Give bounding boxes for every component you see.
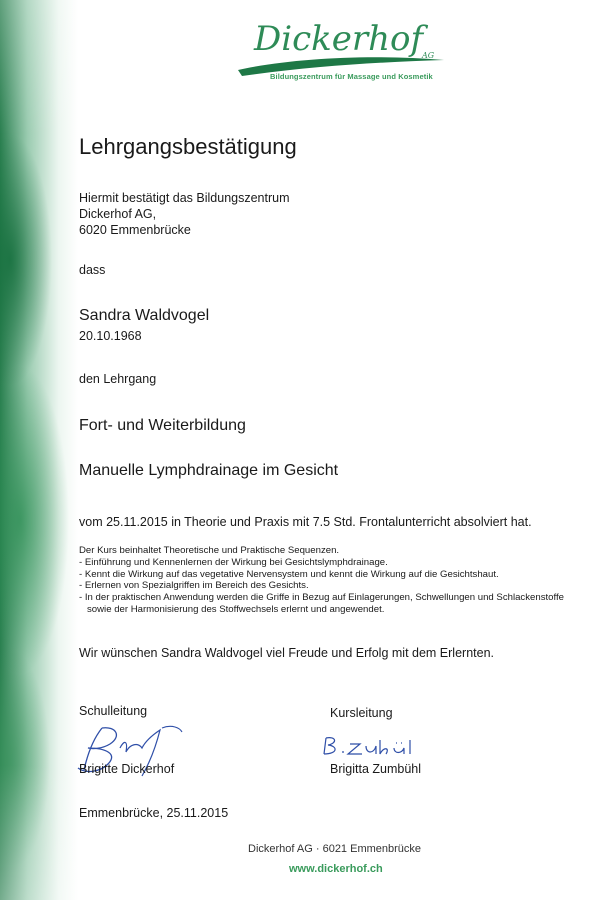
issuer-line: Hiermit bestätigt das Bildungszentrum bbox=[79, 191, 290, 205]
course-content-item: - In der praktischen Anwendung werden die Griffe in Bezug auf Einlagerungen, Schwellungen und Schlackenstoffe sowie der Harmonisierung des Stoffwechsels erlernt und angewendet. bbox=[79, 592, 564, 615]
course-content-list bbox=[79, 545, 579, 616]
connector-dass: dass bbox=[79, 263, 106, 277]
course-management-label: Kursleitung bbox=[330, 706, 393, 720]
signature-brigitta-zumbuehl bbox=[318, 734, 438, 762]
place-and-date: Emmenbrücke, 25.11.2015 bbox=[79, 806, 229, 820]
participant-birth-date: 20.10.1968 bbox=[79, 329, 142, 343]
footer-address: Dickerhof AG · 6021 Emmenbrücke bbox=[248, 843, 422, 855]
course-content-intro: Der Kurs beinhaltet Theoretische und Praktische Sequenzen. bbox=[79, 545, 340, 556]
course-management-name: Brigitta Zumbühl bbox=[330, 762, 422, 776]
completion-statement: vom 25.11.2015 in Theorie und Praxis mit 7.5 Std. Frontalunterricht absolviert hat. bbox=[79, 515, 532, 529]
school-management-name: Brigitte Dickerhof bbox=[79, 762, 175, 776]
issuer-block bbox=[79, 190, 290, 238]
course-name: Manuelle Lymphdrainage im Gesicht bbox=[79, 462, 339, 479]
school-management-label: Schulleitung bbox=[79, 704, 148, 718]
participant-name: Sandra Waldvogel bbox=[79, 307, 210, 324]
course-content-item: - Einführung und Kennenlernen der Wirkung bei Gesichtslymphdrainage. bbox=[79, 556, 388, 568]
footer-website-link[interactable]: www.dickerhof.ch bbox=[289, 863, 383, 875]
logo-tagline: Bildungszentrum für Massage und Kosmetik bbox=[270, 72, 433, 81]
connector-den-lehrgang: den Lehrgang bbox=[79, 372, 157, 386]
closing-wish: Wir wünschen Sandra Waldvogel viel Freude und Erfolg mit dem Erlernten. bbox=[79, 646, 495, 660]
issuer-line: 6020 Emmenbrücke bbox=[79, 223, 191, 237]
issuer-line: Dickerhof AG, bbox=[79, 207, 157, 221]
course-content-item: - Kennt die Wirkung auf das vegetative Nervensystem und kennt die Wirkung auf die Gesichtshaut. bbox=[79, 568, 499, 580]
course-content-item: - Erlernen von Spezialgriffen im Bereich des Gesichts. bbox=[79, 580, 309, 592]
logo-suffix-text: AG bbox=[422, 51, 435, 60]
document-title: Lehrgangsbestätigung bbox=[79, 134, 297, 159]
green-watercolor-border bbox=[0, 0, 78, 900]
course-type: Fort- und Weiterbildung bbox=[79, 417, 246, 434]
logo-brand-text: Dickerhof bbox=[254, 19, 424, 59]
